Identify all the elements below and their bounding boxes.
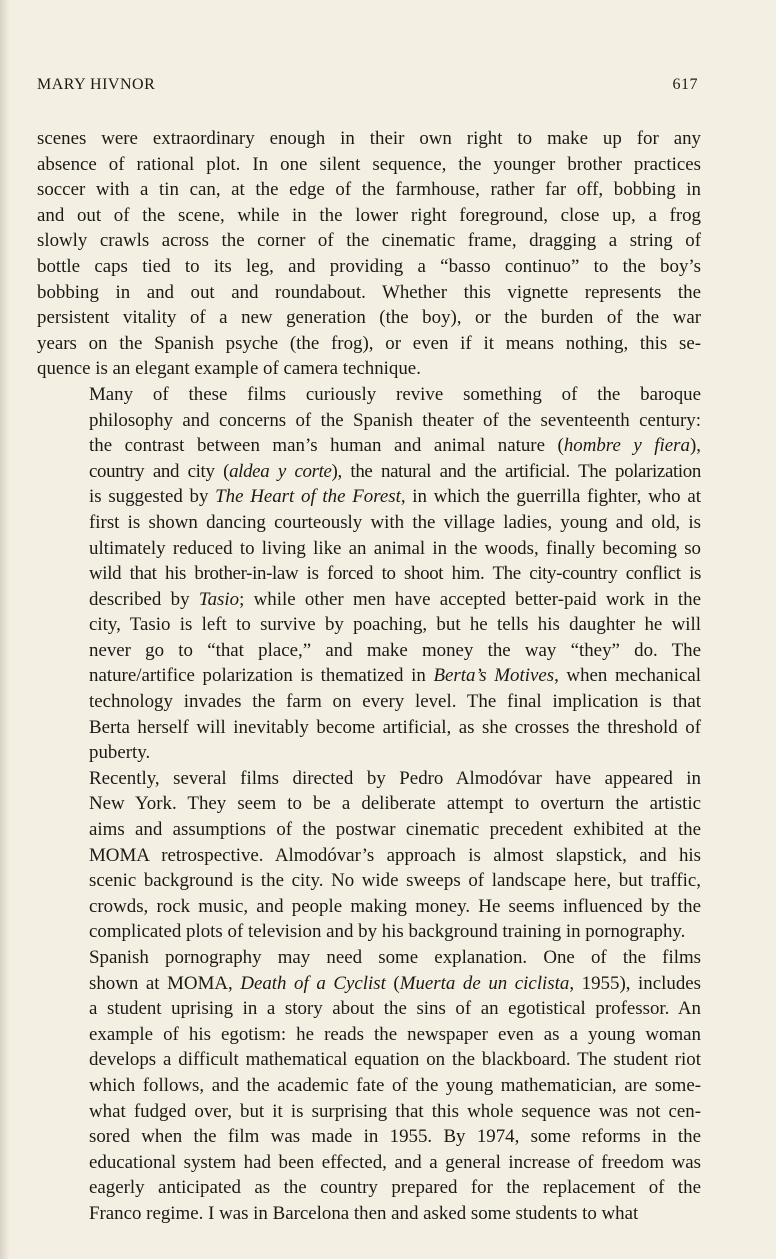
italic-title: The Heart of the Forest [215,486,401,508]
text-run: MOMA retrospective. Almodóvar’s approach is almost slapstick, and his [89,844,701,866]
italic-title: Tasio [198,588,240,610]
paragraph [37,126,701,382]
text-run: bobbing in and out and roundabout. Whether this vignette represents the [37,281,701,303]
italic-title: Berta’s Motives [433,665,555,687]
text-line [37,1099,701,1125]
text-line [37,996,701,1022]
text-line [37,433,701,459]
text-run: country and city ( [89,460,230,482]
text-line [37,663,701,689]
text-line [37,356,701,382]
running-head [37,76,698,94]
text-line [37,561,701,587]
text-run: educational system had been effected, and a general increase of freedom was [89,1151,701,1173]
text-line [37,1175,701,1201]
text-run: ; while other men have accepted better-paid work in the [239,588,701,610]
text-run: , in which the guerrilla fighter, who at [400,486,701,508]
text-run: wild that his brother-in-law is forced to shoot him. The city-country conflict is [89,563,701,585]
text-line [37,971,701,997]
text-line [37,817,701,843]
text-line [37,945,701,971]
text-run: Franco regime. I was in Barcelona then and asked some students to what [89,1202,639,1224]
text-run: persistent vitality of a new generation (the boy), or the burden of the war [37,307,701,329]
italic-title: Death of a Cyclist [240,972,386,994]
text-line [37,203,701,229]
italic-title: Muerta de un ciclista [399,972,570,994]
text-line [37,894,701,920]
text-run: , 1955), includes [569,972,701,994]
text-run: crowds, rock music, and people making money. He seems influenced by the [89,895,701,917]
text-run: ), [689,435,701,457]
text-line [37,254,701,280]
text-run: New York. They seem to be a deliberate attempt to overturn the artistic [89,793,701,815]
text-line [37,126,701,152]
paragraph [37,382,701,766]
text-line [37,382,701,408]
text-line [37,152,701,178]
text-line [37,1047,701,1073]
text-line [37,587,701,613]
text-line [37,305,701,331]
text-line [37,1073,701,1099]
text-run: ultimately reduced to living like an animal in the woods, finally becoming so [89,537,701,559]
text-run: , when mechanical [554,665,701,687]
text-line [37,510,701,536]
body-text [37,126,701,1227]
text-run: the contrast between man’s human and animal nature ( [89,435,564,457]
text-line [37,536,701,562]
text-run: example of his egotism: he reads the newspaper even as a young woman [89,1023,701,1045]
text-line [37,1201,701,1227]
text-line [37,638,701,664]
text-run: city, Tasio is left to survive by poaching, but he tells his daughter he will [89,614,701,636]
text-line [37,612,701,638]
text-run: absence of rational plot. In one silent sequence, the younger brother practices [37,153,701,175]
text-run: Many of these films curiously revive something of the baroque [89,383,701,405]
text-run: soccer with a tin can, at the edge of the farmhouse, rather far off, bobbing in [37,179,701,201]
running-head-author: MARY HIVNOR [37,76,156,93]
italic-title: hombre y fiera [563,435,690,457]
page-edge [0,0,10,1259]
text-run: a student uprising in a story about the sins of an egotistical professor. An [89,998,701,1020]
text-line [37,280,701,306]
text-run: quence is an elegant example of camera technique. [37,358,421,380]
text-run: ( [385,972,400,994]
text-run: philosophy and concerns of the Spanish theater of the seventeenth century: [89,409,701,431]
text-run: described by [89,588,199,610]
text-run: Berta herself will inevitably become artificial, as she crosses the threshold of [89,716,701,738]
text-run: is suggested by [89,486,216,508]
paragraph [37,766,701,945]
italic-title: aldea y corte [229,460,332,482]
text-run: scenic background is the city. No wide sweeps of landscape here, but traffic, [89,870,701,892]
text-line [37,843,701,869]
text-line [37,919,701,945]
text-line [37,1150,701,1176]
text-line [37,868,701,894]
text-run: complicated plots of television and by his background training in pornography. [89,921,686,943]
text-run: years on the Spanish psyche (the frog), or even if it means nothing, this se- [37,332,701,354]
text-run: first is shown dancing courteously with the village ladies, young and old, is [89,511,701,533]
text-line [37,715,701,741]
text-line [37,459,701,485]
text-line [37,408,701,434]
text-line [37,1124,701,1150]
text-line [37,740,701,766]
text-line [37,331,701,357]
text-run: Recently, several films directed by Pedro Almodóvar have appeared in [89,767,701,789]
text-run: aims and assumptions of the postwar cinematic precedent exhibited at the [89,819,701,841]
text-run: shown at MOMA, [89,972,241,994]
text-run: Spanish pornography may need some explanation. One of the films [89,947,701,968]
text-line [37,228,701,254]
text-line [37,1022,701,1048]
text-run: which follows, and the academic fate of the young mathematician, are some- [89,1074,701,1096]
paragraph [37,945,701,1227]
text-run: sored when the film was made in 1955. By 1974, some reforms in the [89,1126,701,1148]
text-run: slowly crawls across the corner of the cinematic frame, dragging a string of [37,230,701,252]
text-line [37,689,701,715]
page-number: 617 [672,76,698,93]
text-run: eagerly anticipated as the country prepared for the replacement of the [89,1177,701,1199]
text-run: what fudged over, but it is surprising that this whole sequence was not cen- [89,1100,701,1122]
text-run: and out of the scene, while in the lower right foreground, close up, a frog [37,204,701,226]
text-line [37,766,701,792]
text-line [37,177,701,203]
text-run: technology invades the farm on every level. The final implication is that [89,691,701,713]
text-run: nature/artifice polarization is thematized in [89,665,434,687]
text-run: develops a difficult mathematical equation on the blackboard. The student riot [89,1049,701,1071]
text-line [37,484,701,510]
text-run: scenes were extraordinary enough in their own right to make up for any [37,128,701,149]
text-line [37,791,701,817]
text-run: never go to “that place,” and make money the way “they” do. The [89,639,701,661]
text-run: ), the natural and the artificial. The polarization [331,460,701,482]
text-run: bottle caps tied to its leg, and providing a “basso continuo” to the boy’s [37,255,701,277]
text-run: puberty. [89,742,151,764]
